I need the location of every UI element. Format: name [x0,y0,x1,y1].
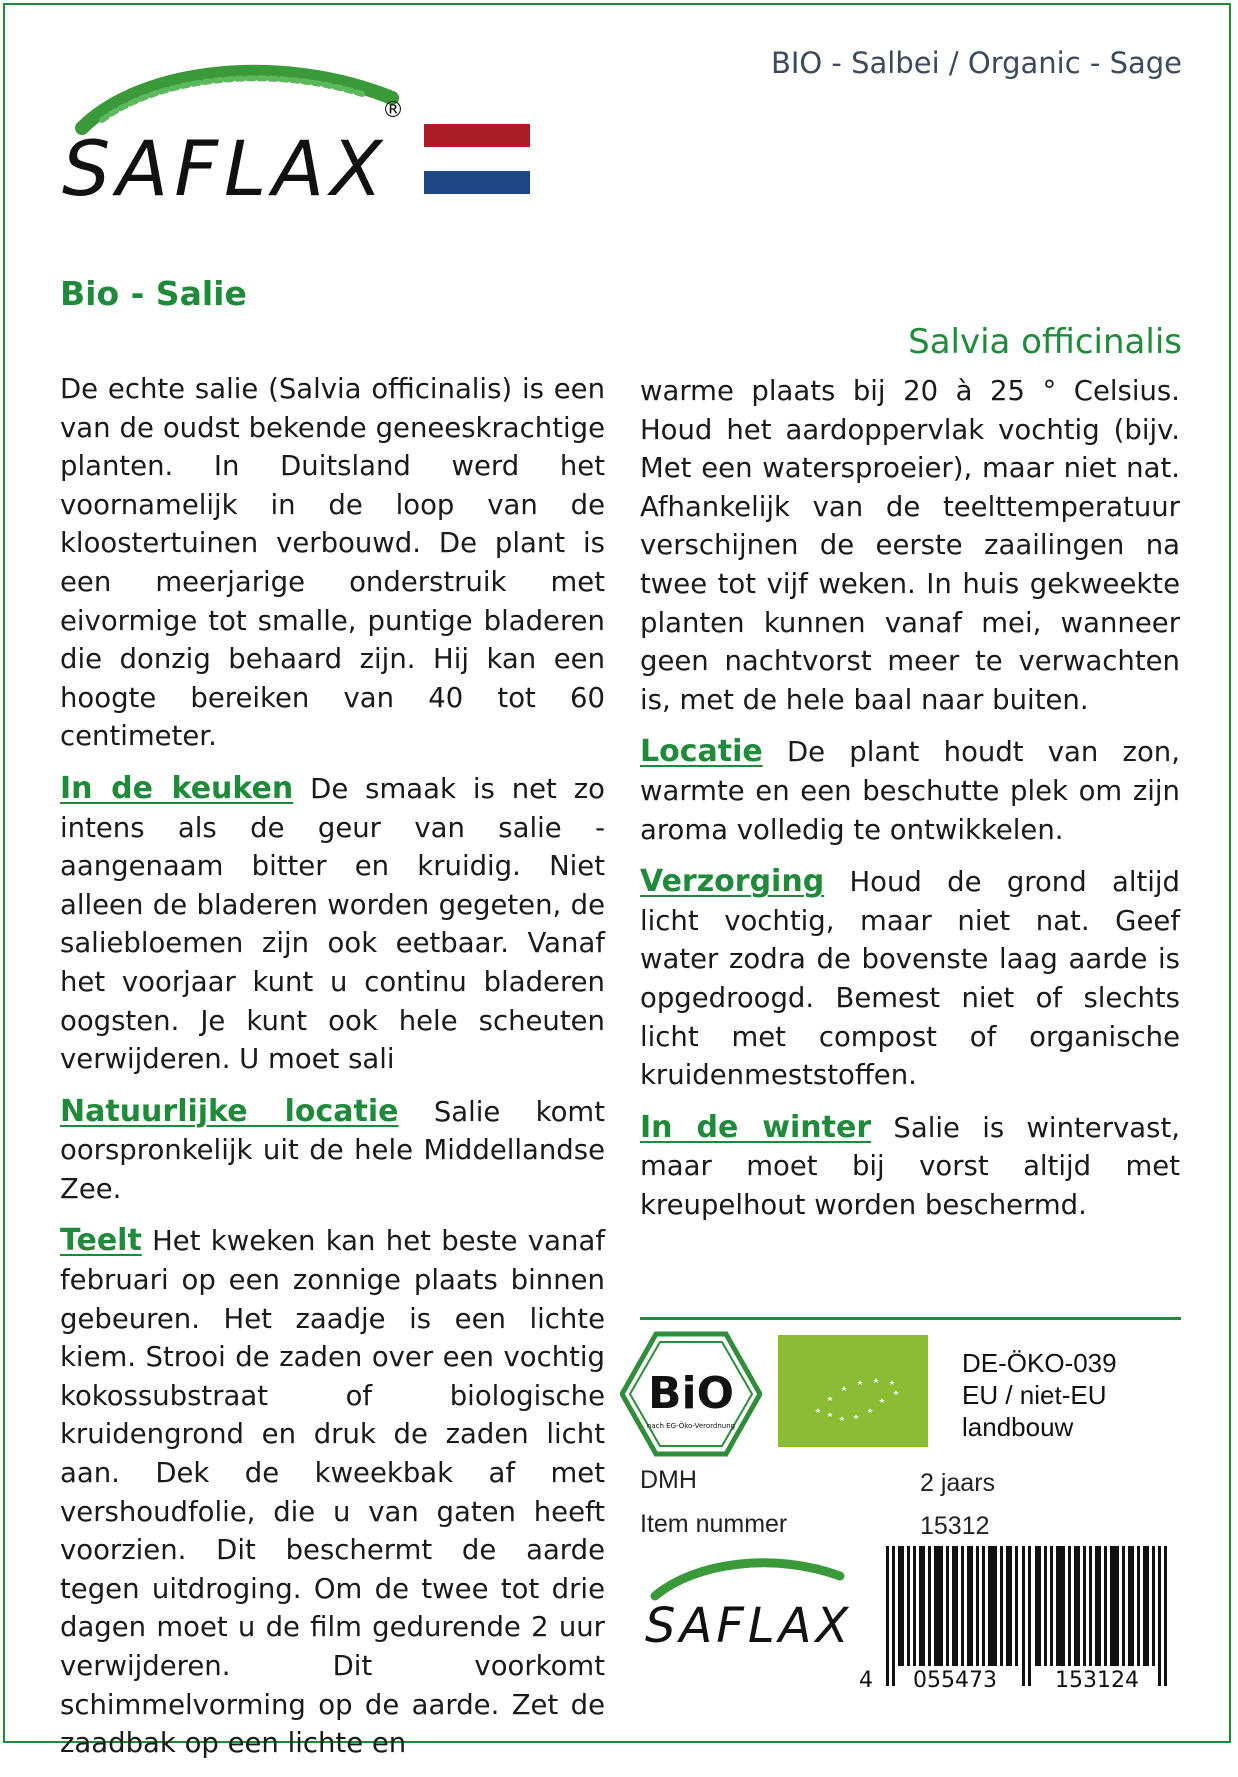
bio-seal-text: BiO [647,1368,735,1419]
natural-location-text: Salie komt oorspronkelijk uit de hele Middellandse Zee. [60,1095,605,1205]
cultivation-continued: warme plaats bij 20 à 25 ° Celsius. Houd het aardoppervlak vochtig (bijv. Met een watersproeier), maar niet nat. Afhankelijk van de teelttemperatuur verschijnen de eerste zaailingen na twee tot vijf weken. In huis gekweekte planten kunnen vanaf mei, wanneer geen nachtvorst meer te verwachten is, met de hele baal naar buiten. [640,375,1180,716]
netherlands-flag-icon [424,124,530,194]
cultivation-section [60,1222,605,1762]
grass-swoosh-small-icon [645,1552,850,1602]
certification-code [962,1347,1117,1443]
registered-mark: ® [382,98,404,123]
barcode-digits-last: 153124 [1052,1668,1142,1693]
care-heading: Verzorging [640,864,825,900]
bio-seal-subtext: nach EG-Öko-Verordnung [646,1422,736,1430]
winter-heading: In de winter [640,1109,872,1145]
bio-seal-icon [620,1330,762,1458]
kitchen-section [60,770,605,1079]
kitchen-heading: In de keuken [60,770,294,806]
item-number-label: Item nummer [640,1510,788,1538]
saflax-logo-small [645,1552,853,1662]
kitchen-text: De smaak is net zo intens als de geur van salie - aangenaam bitter en kruidig. Niet alleen de bladeren worden gegeten, de saliebloemen zijn ook eetbaar. Vanaf het voorjaar kunt u continu bladeren oogsten. Je kunt ook hele scheuten verwijderen. U moet sali [60,772,605,1076]
intro-paragraph: De echte salie (Salvia officinalis) is een van de oudst bekende geneeskrachtige planten. In Duitsland werd het voornamelijk in de loop van de kloostertuinen verbouwd. De plant is een meerjarige onderstruik met eivormige tot smalle, puntige bladeren die donzig behaard zijn. Hij kan een hoogte bereiken van 40 tot 60 centimeter. [60,373,605,753]
natural-location-section [60,1093,605,1209]
winter-text: Salie is wintervast, maar moet bij vorst altijd met kreupelhout worden beschermd. [640,1111,1180,1221]
dmh-label: DMH [640,1466,697,1494]
dmh-value: 2 jaars [920,1469,996,1497]
eu-organic-leaf-icon [778,1335,928,1447]
cultivation-text: Het kweken kan het beste vanaf februari op een zonnige plaats binnen gebeuren. Het zaadje is een lichte kiem. Strooi de zaden over een vochtig kokossubstraat of biologische kruidengrond en druk de zaden licht aan. Dek de kweekbak af met vershoudfolie, die u van gaten heeft voorzien. Dit beschermt de aarde tegen uitdroging. Om de twee tot drie dagen moet u de film gedurende 2 uur verwijderen. Dit voorkomt schimmelvorming op de aarde. Zet de zaadbak op een lichte en [60,1225,605,1760]
cultivation-heading: Teelt [60,1223,142,1259]
natural-location-heading: Natuurlijke locatie [60,1093,399,1129]
product-variety-label: BIO - Salbei / Organic - Sage [770,46,1182,80]
right-text-column [640,372,1180,1238]
cert-agriculture: landbouw [962,1412,1074,1442]
section-divider [640,1317,1181,1320]
item-number-value: 15312 [920,1512,990,1540]
product-title: Bio - Salie [60,274,247,313]
barcode-digits-middle: 055473 [910,1668,1000,1693]
care-text: Houd de grond altijd licht vochtig, maar niet nat. Geef water zodra de bovenste laag aarde is opgedroogd. Bemest niet of slechts licht met compost of organische kruidenmeststoffen. [640,866,1180,1092]
cert-code: DE-ÖKO-039 [962,1348,1117,1378]
logo-text: SAFLAX [62,124,389,213]
location-text: De plant houdt van zon, warmte en een beschutte plek om zijn aroma volledig te ontwikkelen. [640,736,1180,846]
care-section [640,863,1180,1095]
barcode-digit-first: 4 [856,1668,876,1693]
cert-origin: EU / niet-EU [962,1380,1107,1410]
latin-name: Salvia officinalis [908,322,1182,362]
saflax-logo [62,58,412,213]
winter-section [640,1109,1180,1225]
location-heading: Locatie [640,734,763,770]
location-section [640,733,1180,849]
logo-small-text: SAFLAX [645,1598,853,1654]
left-text-column [60,370,605,1777]
